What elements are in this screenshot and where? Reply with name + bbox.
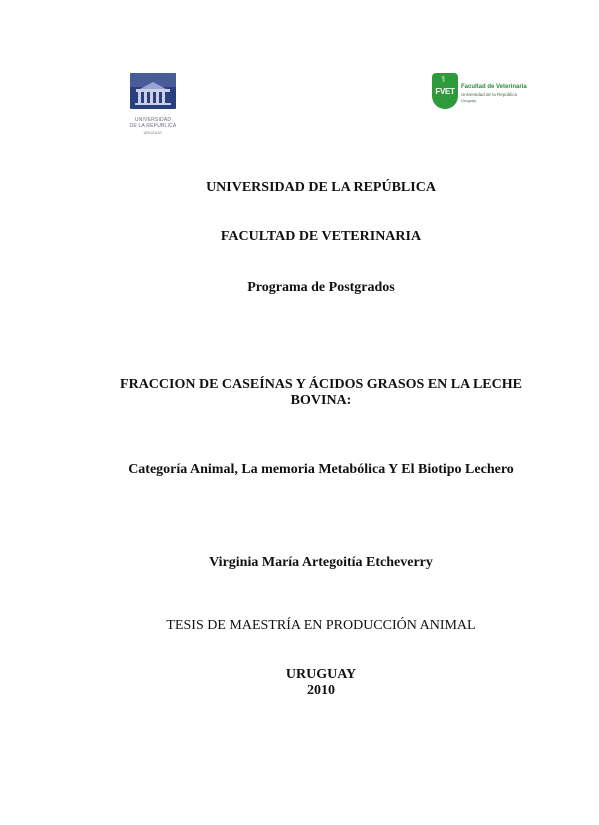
year: 2010 (307, 683, 335, 698)
university-logo-text-1: UNIVERSIDAD (134, 117, 172, 123)
university-logo-text-3: URUGUAY (143, 131, 163, 135)
university-logo (128, 73, 178, 133)
fvet-logo-icon: ⚕ FVET (432, 73, 458, 109)
thesis-title-line-1: FRACCION DE CASEÍNAS Y ÁCIDOS GRASOS EN LA LECHE (120, 377, 522, 392)
university-logo-text-2: DE LA REPUBLICA (129, 123, 177, 129)
country: URUGUAY (285, 667, 357, 682)
thesis-title-line-2: BOVINA: (290, 393, 352, 408)
program-name: Programa de Postgrados (247, 280, 395, 295)
fvet-logo-text-3: Uruguay (461, 98, 477, 103)
thesis-subtitle: Categoría Animal, La memoria Metabólica Y El Biotipo Lechero (128, 462, 514, 477)
thesis-type: TESIS DE MAESTRÍA EN PRODUCCIÓN ANIMAL (166, 618, 476, 633)
university-name: UNIVERSIDAD DE LA REPÚBLICA (206, 180, 436, 195)
faculty-name: FACULTAD DE VETERINARIA (220, 229, 422, 244)
university-crest-icon (130, 73, 176, 109)
fvet-logo-text-2: Universidad de la República (461, 92, 518, 97)
fvet-badge-text: FVET (435, 87, 455, 96)
fvet-logo (432, 73, 537, 113)
fvet-logo-text-1: Facultad de Veterinaria (461, 84, 527, 90)
author-name: Virginia María Artegoitía Etcheverry (209, 555, 433, 570)
